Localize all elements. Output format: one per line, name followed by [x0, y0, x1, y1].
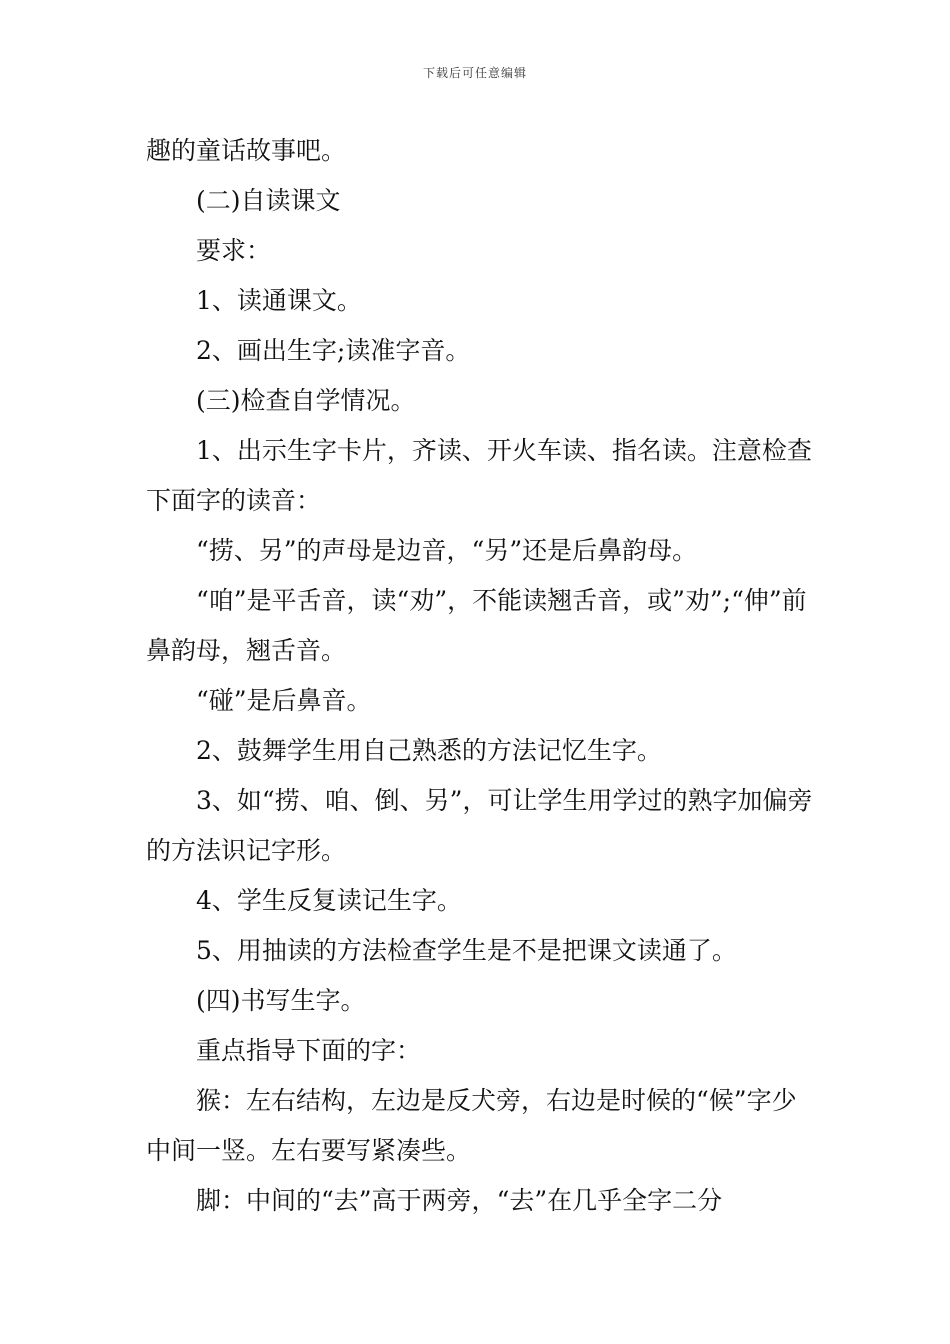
- pronunciation-note-2: “咱”是平舌音，读“劝”，不能读翘舌音，或”劝”;“伸”前鼻韵母，翘舌音。: [146, 586, 807, 665]
- check-item-3: 3、如“捞、咱、倒、另”，可让学生用学过的熟字加偏旁的方法识记字形。: [146, 786, 813, 865]
- document-body: [146, 126, 814, 1226]
- section-heading-check: (三)检查自学情况。: [196, 386, 416, 415]
- paragraph-continuation: 趣的童话故事吧。: [146, 136, 347, 165]
- check-item-1: 1、出示生字卡片，齐读、开火车读、指名读。注意检查下面字的读音：: [146, 436, 812, 515]
- section-heading-self-reading: (二)自读课文: [196, 186, 341, 215]
- character-note-hou: 猴：左右结构，左边是反犬旁，右边是时候的“候”字少中间一竖。左右要写紧凑些。: [146, 1086, 797, 1165]
- requirement-item-1: 1、读通课文。: [196, 286, 362, 315]
- check-item-2: 2、鼓舞学生用自己熟悉的方法记忆生字。: [196, 736, 662, 765]
- pronunciation-note-3: “碰”是后鼻音。: [196, 686, 372, 715]
- requirement-item-2: 2、画出生字;读准字音。: [196, 336, 471, 365]
- requirements-label: 要求：: [196, 236, 272, 265]
- section-heading-writing: (四)书写生字。: [196, 986, 366, 1015]
- page-header: 下载后可任意编辑: [422, 66, 527, 80]
- character-note-jiao: 脚：中间的“去”高于两旁，“去”在几乎全字二分: [196, 1186, 723, 1215]
- pronunciation-note-1: “捞、另”的声母是边音，“另”还是后鼻韵母。: [196, 536, 698, 565]
- writing-guidance-label: 重点指导下面的字：: [196, 1036, 422, 1065]
- check-item-5: 5、用抽读的方法检查学生是不是把课文读通了。: [196, 936, 737, 965]
- check-item-4: 4、学生反复读记生字。: [196, 886, 462, 915]
